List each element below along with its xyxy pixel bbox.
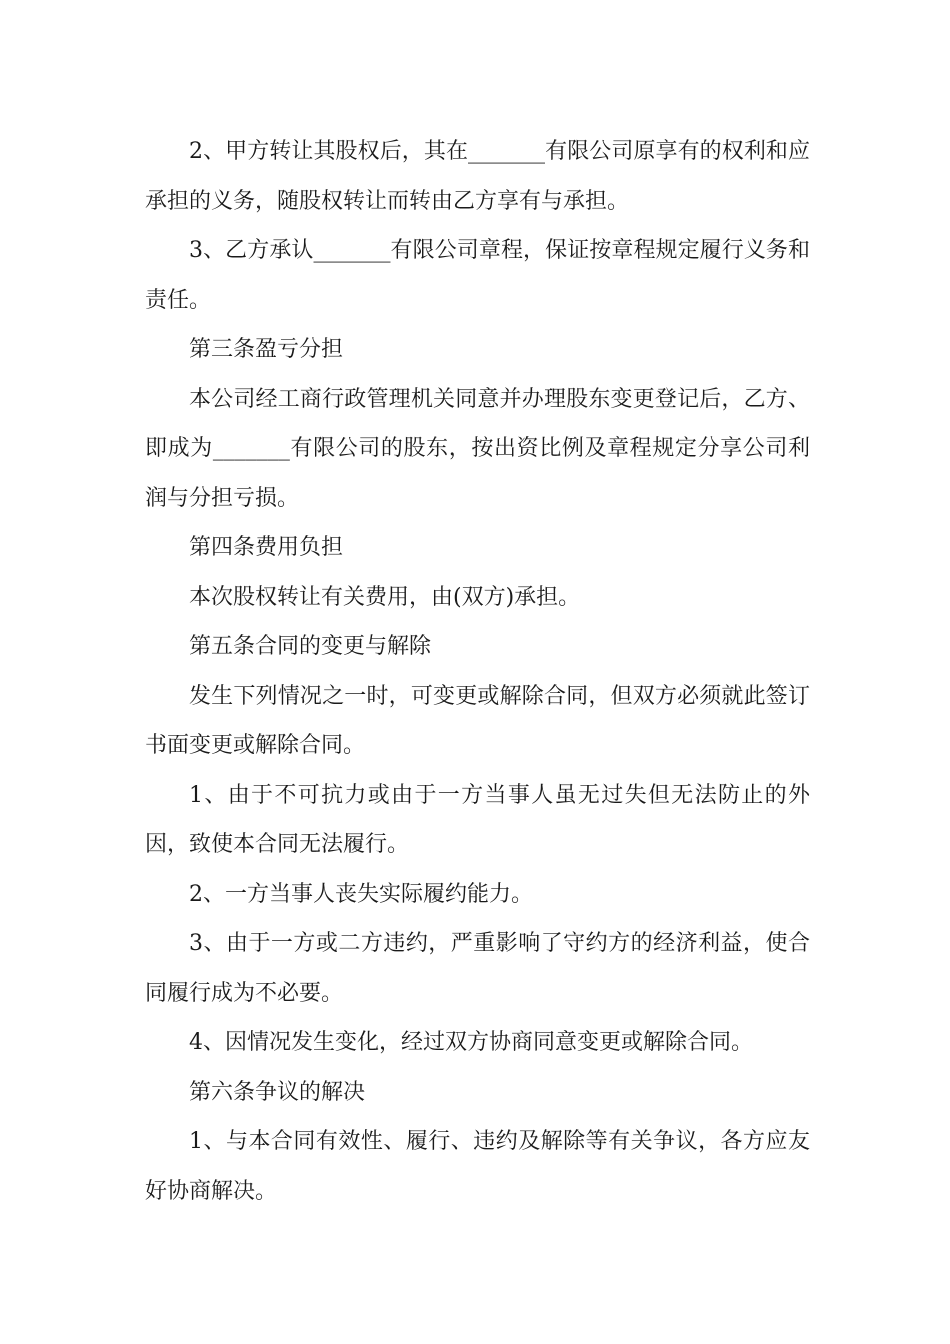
section-heading: 第三条盈亏分担 [189, 337, 344, 362]
clause-paragraph: 2、一方当事人丧失实际履约能力。 [189, 881, 533, 907]
section-heading: 第六条争议的解决 [189, 1079, 366, 1105]
clause-paragraph: 3、乙方承认_______有限公司章程，保证按章程规定履行义务和责任。 [145, 238, 810, 313]
document-body [145, 127, 810, 1216]
clause-paragraph: 2、甲方转让其股权后，其在_______有限公司原享有的权利和应承担的义务，随股权转让而转由乙方享有与承担。 [145, 139, 810, 214]
clause-paragraph: 本公司经工商行政管理机关同意并办理股东变更登记后，乙方、即成为_______有限公司的股东，按出资比例及章程规定分享公司利润与分担亏损。 [145, 386, 810, 511]
clause-paragraph: 发生下列情况之一时，可变更或解除合同，但双方必须就此签订书面变更或解除合同。 [145, 683, 810, 758]
clause-paragraph: 本次股权转让有关费用，由(双方)承担。 [189, 584, 581, 610]
section-heading: 第四条费用负担 [189, 535, 344, 560]
clause-paragraph: 1、由于不可抗力或由于一方当事人虽无过失但无法防止的外因，致使本合同无法履行。 [145, 782, 810, 857]
clause-paragraph: 1、与本合同有效性、履行、违约及解除等有关争议，各方应友好协商解决。 [145, 1129, 810, 1204]
clause-paragraph: 4、因情况发生变化，经过双方协商同意变更或解除合同。 [189, 1030, 753, 1055]
clause-paragraph: 3、由于一方或二方违约，严重影响了守约方的经济利益，使合同履行成为不必要。 [145, 931, 810, 1006]
section-heading: 第五条合同的变更与解除 [189, 634, 432, 659]
